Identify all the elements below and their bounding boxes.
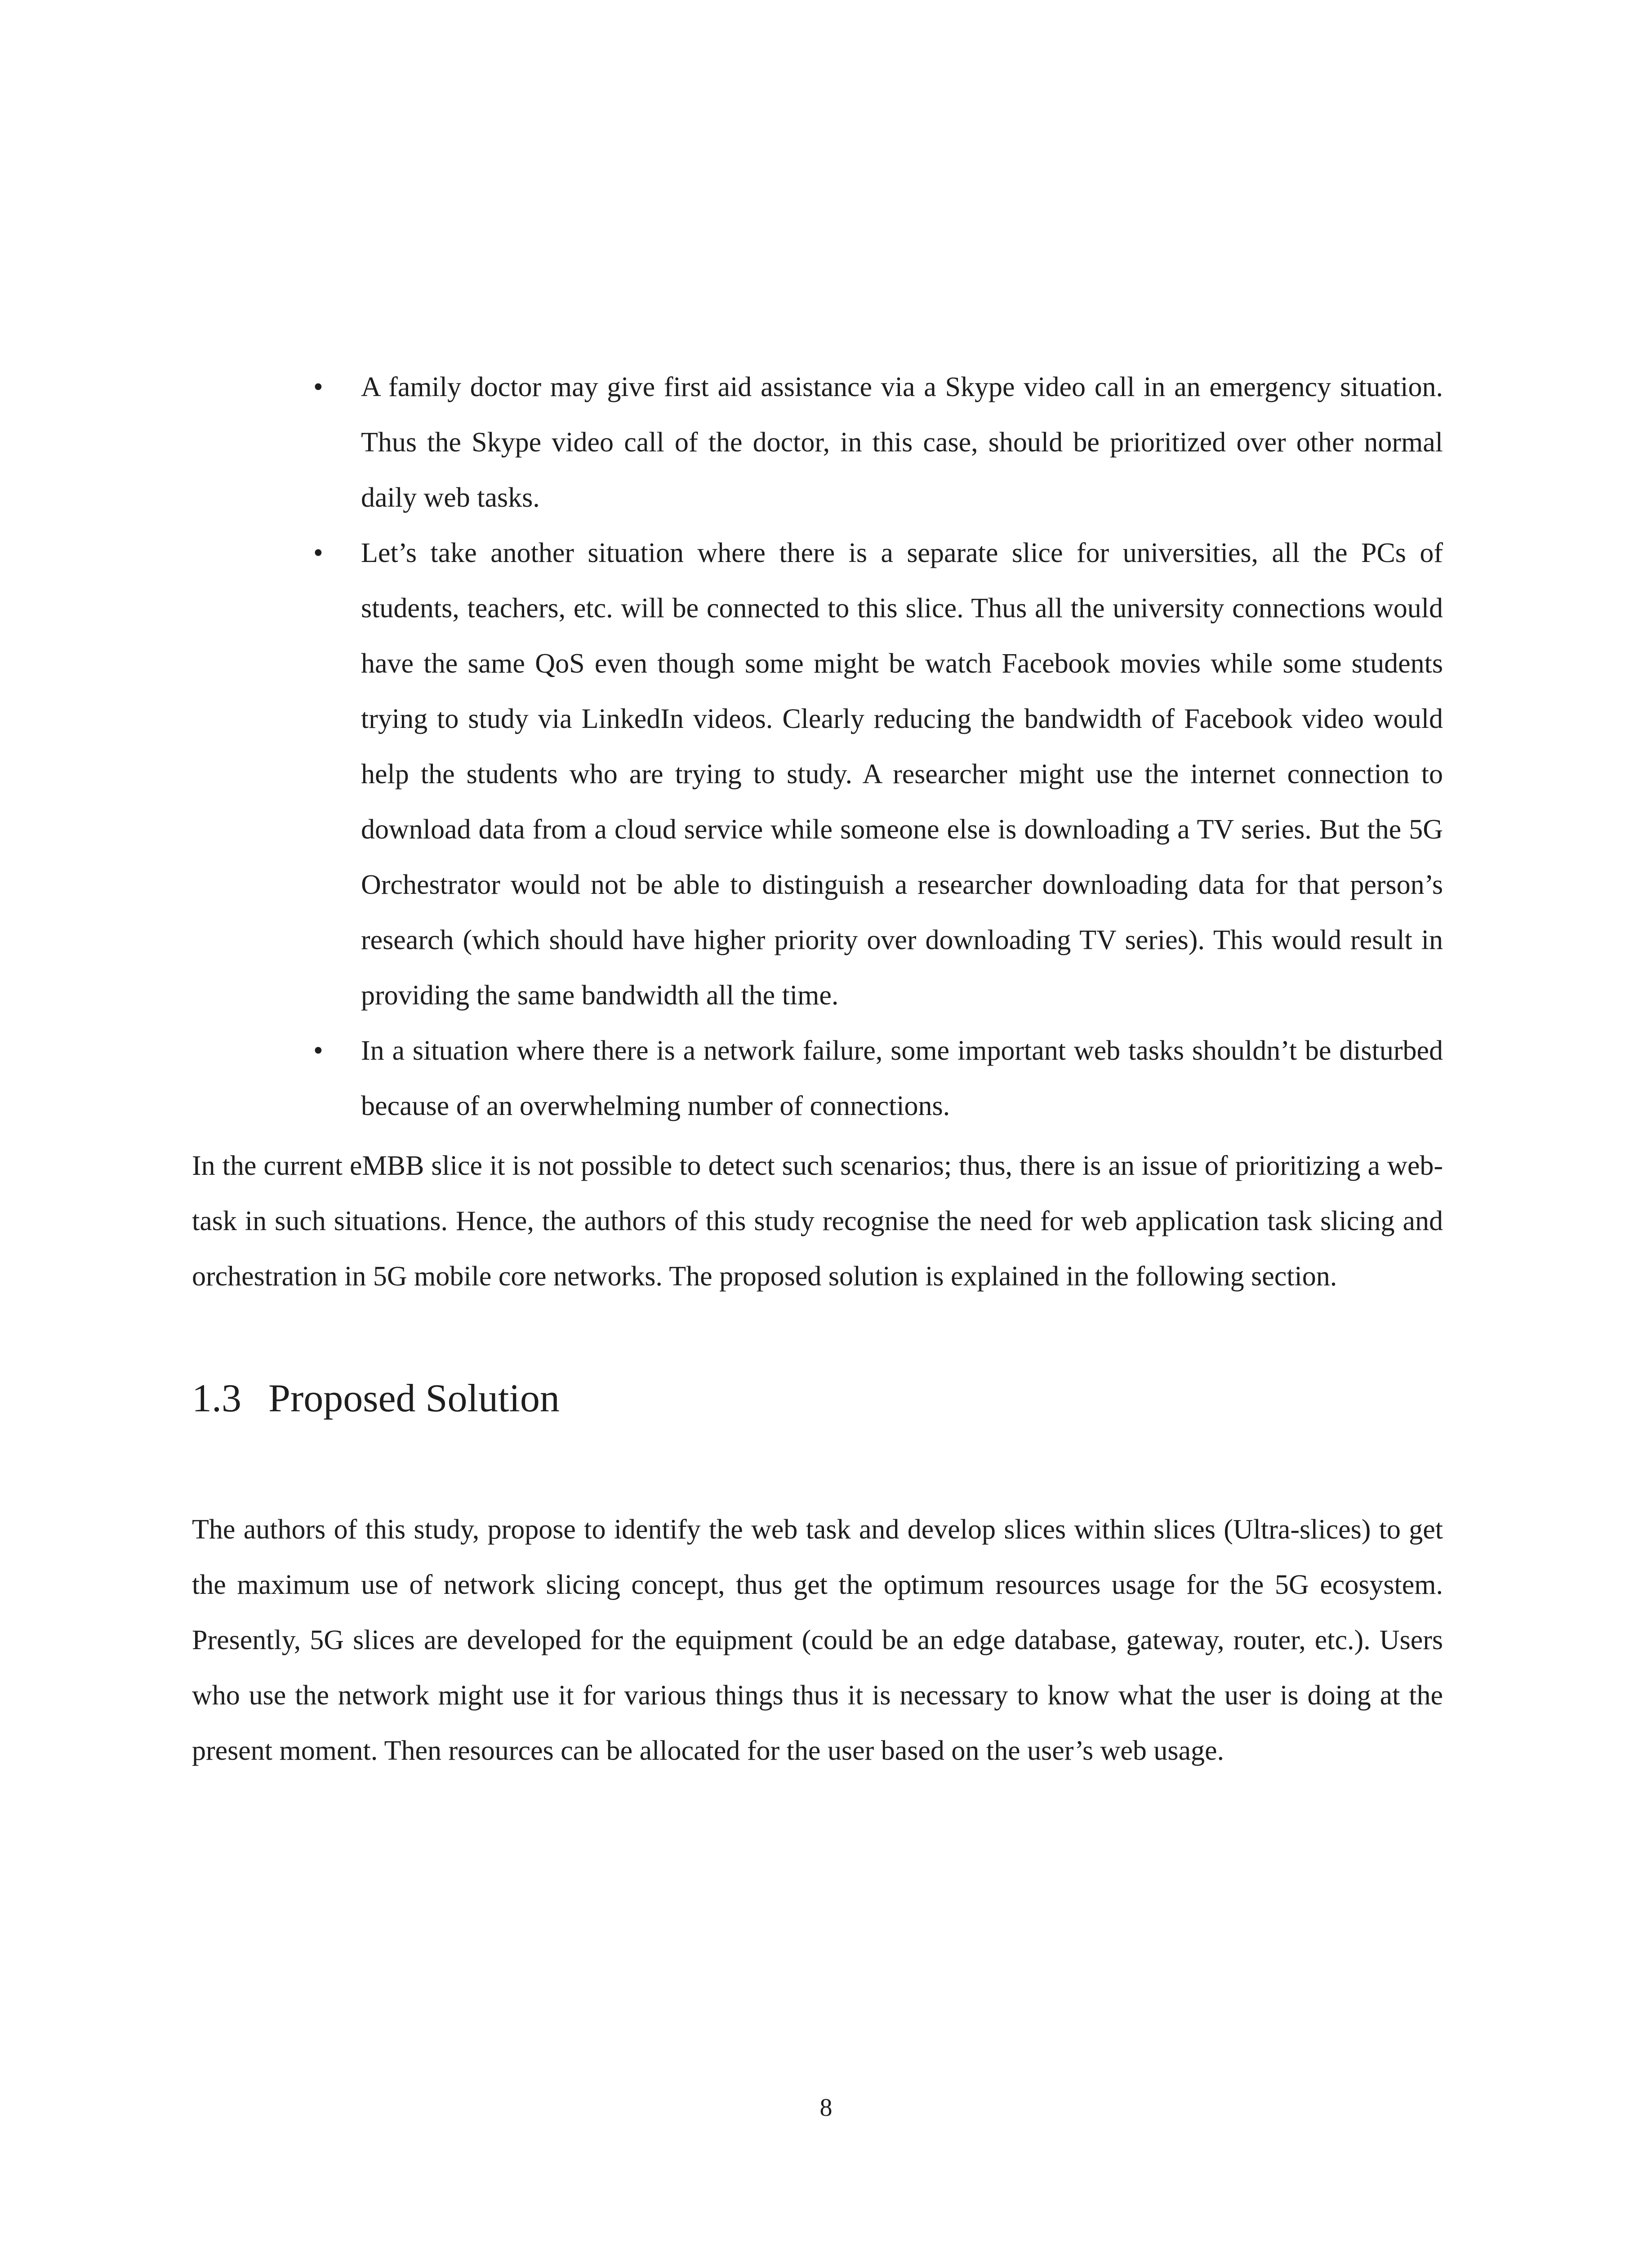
bullet-point-icon: • (313, 372, 323, 402)
body-paragraph-proposal: The authors of this study, propose to identify the web task and develop slices within slices (Ultra-slices) to get the maximum use of network slicing concept, thus get the optimum resources usage for the 5G ecosystem. Presently, 5G slices are developed for the equipment (could be an edge database, gateway, router, etc.). Users who use the network might use it for various things thus it is necessary to know what the user is doing at the present moment. Then resources can be allocated for the user based on the user’s web usage. (192, 1514, 1443, 1766)
bullet-point-icon: • (313, 1035, 323, 1066)
section-title: Proposed Solution (268, 1377, 560, 1420)
scenario-bullet-list (192, 360, 1443, 1134)
bullet-item-university (192, 526, 1443, 1023)
section-heading (192, 1372, 1443, 1426)
page-body (192, 360, 1443, 1779)
bullet-item-doctor (192, 360, 1443, 526)
bullet-text: In a situation where there is a network failure, some important web tasks shouldn’t be disturbed because of an overwhelming number of connections. (361, 1035, 1443, 1121)
bullet-text: Let’s take another situation where there is a separate slice for universities, all the PCs of students, teachers, etc. will be connected to this slice. Thus all the university connections would have the same QoS even though some might be watch Facebook movies while some students trying to study via LinkedIn videos. Clearly reducing the bandwidth of Facebook video would help the students who are trying to study. A researcher might use the internet connection to download data from a cloud service while someone else is downloading a TV series. But the 5G Orchestrator would not be able to distinguish a researcher downloading data for that person’s research (which should have higher priority over downloading TV series). This would result in providing the same bandwidth all the time. (361, 538, 1443, 1011)
bullet-point-icon: • (313, 538, 323, 568)
page-number: 8 (819, 2094, 833, 2122)
body-paragraph-embb: In the current eMBB slice it is not possible to detect such scenarios; thus, there is an issue of prioritizing a web-task in such situations. Hence, the authors of this study recognise the need for web application task slicing and orchestration in 5G mobile core networks. The proposed solution is explained in the following section. (192, 1151, 1443, 1292)
bullet-text: A family doctor may give first aid assistance via a Skype video call in an emergency situation. Thus the Skype video call of the doctor, in this case, should be prioritized over other normal daily web tasks. (361, 372, 1443, 513)
section-number: 1.3 (192, 1377, 241, 1420)
bullet-item-network-failure (192, 1023, 1443, 1134)
